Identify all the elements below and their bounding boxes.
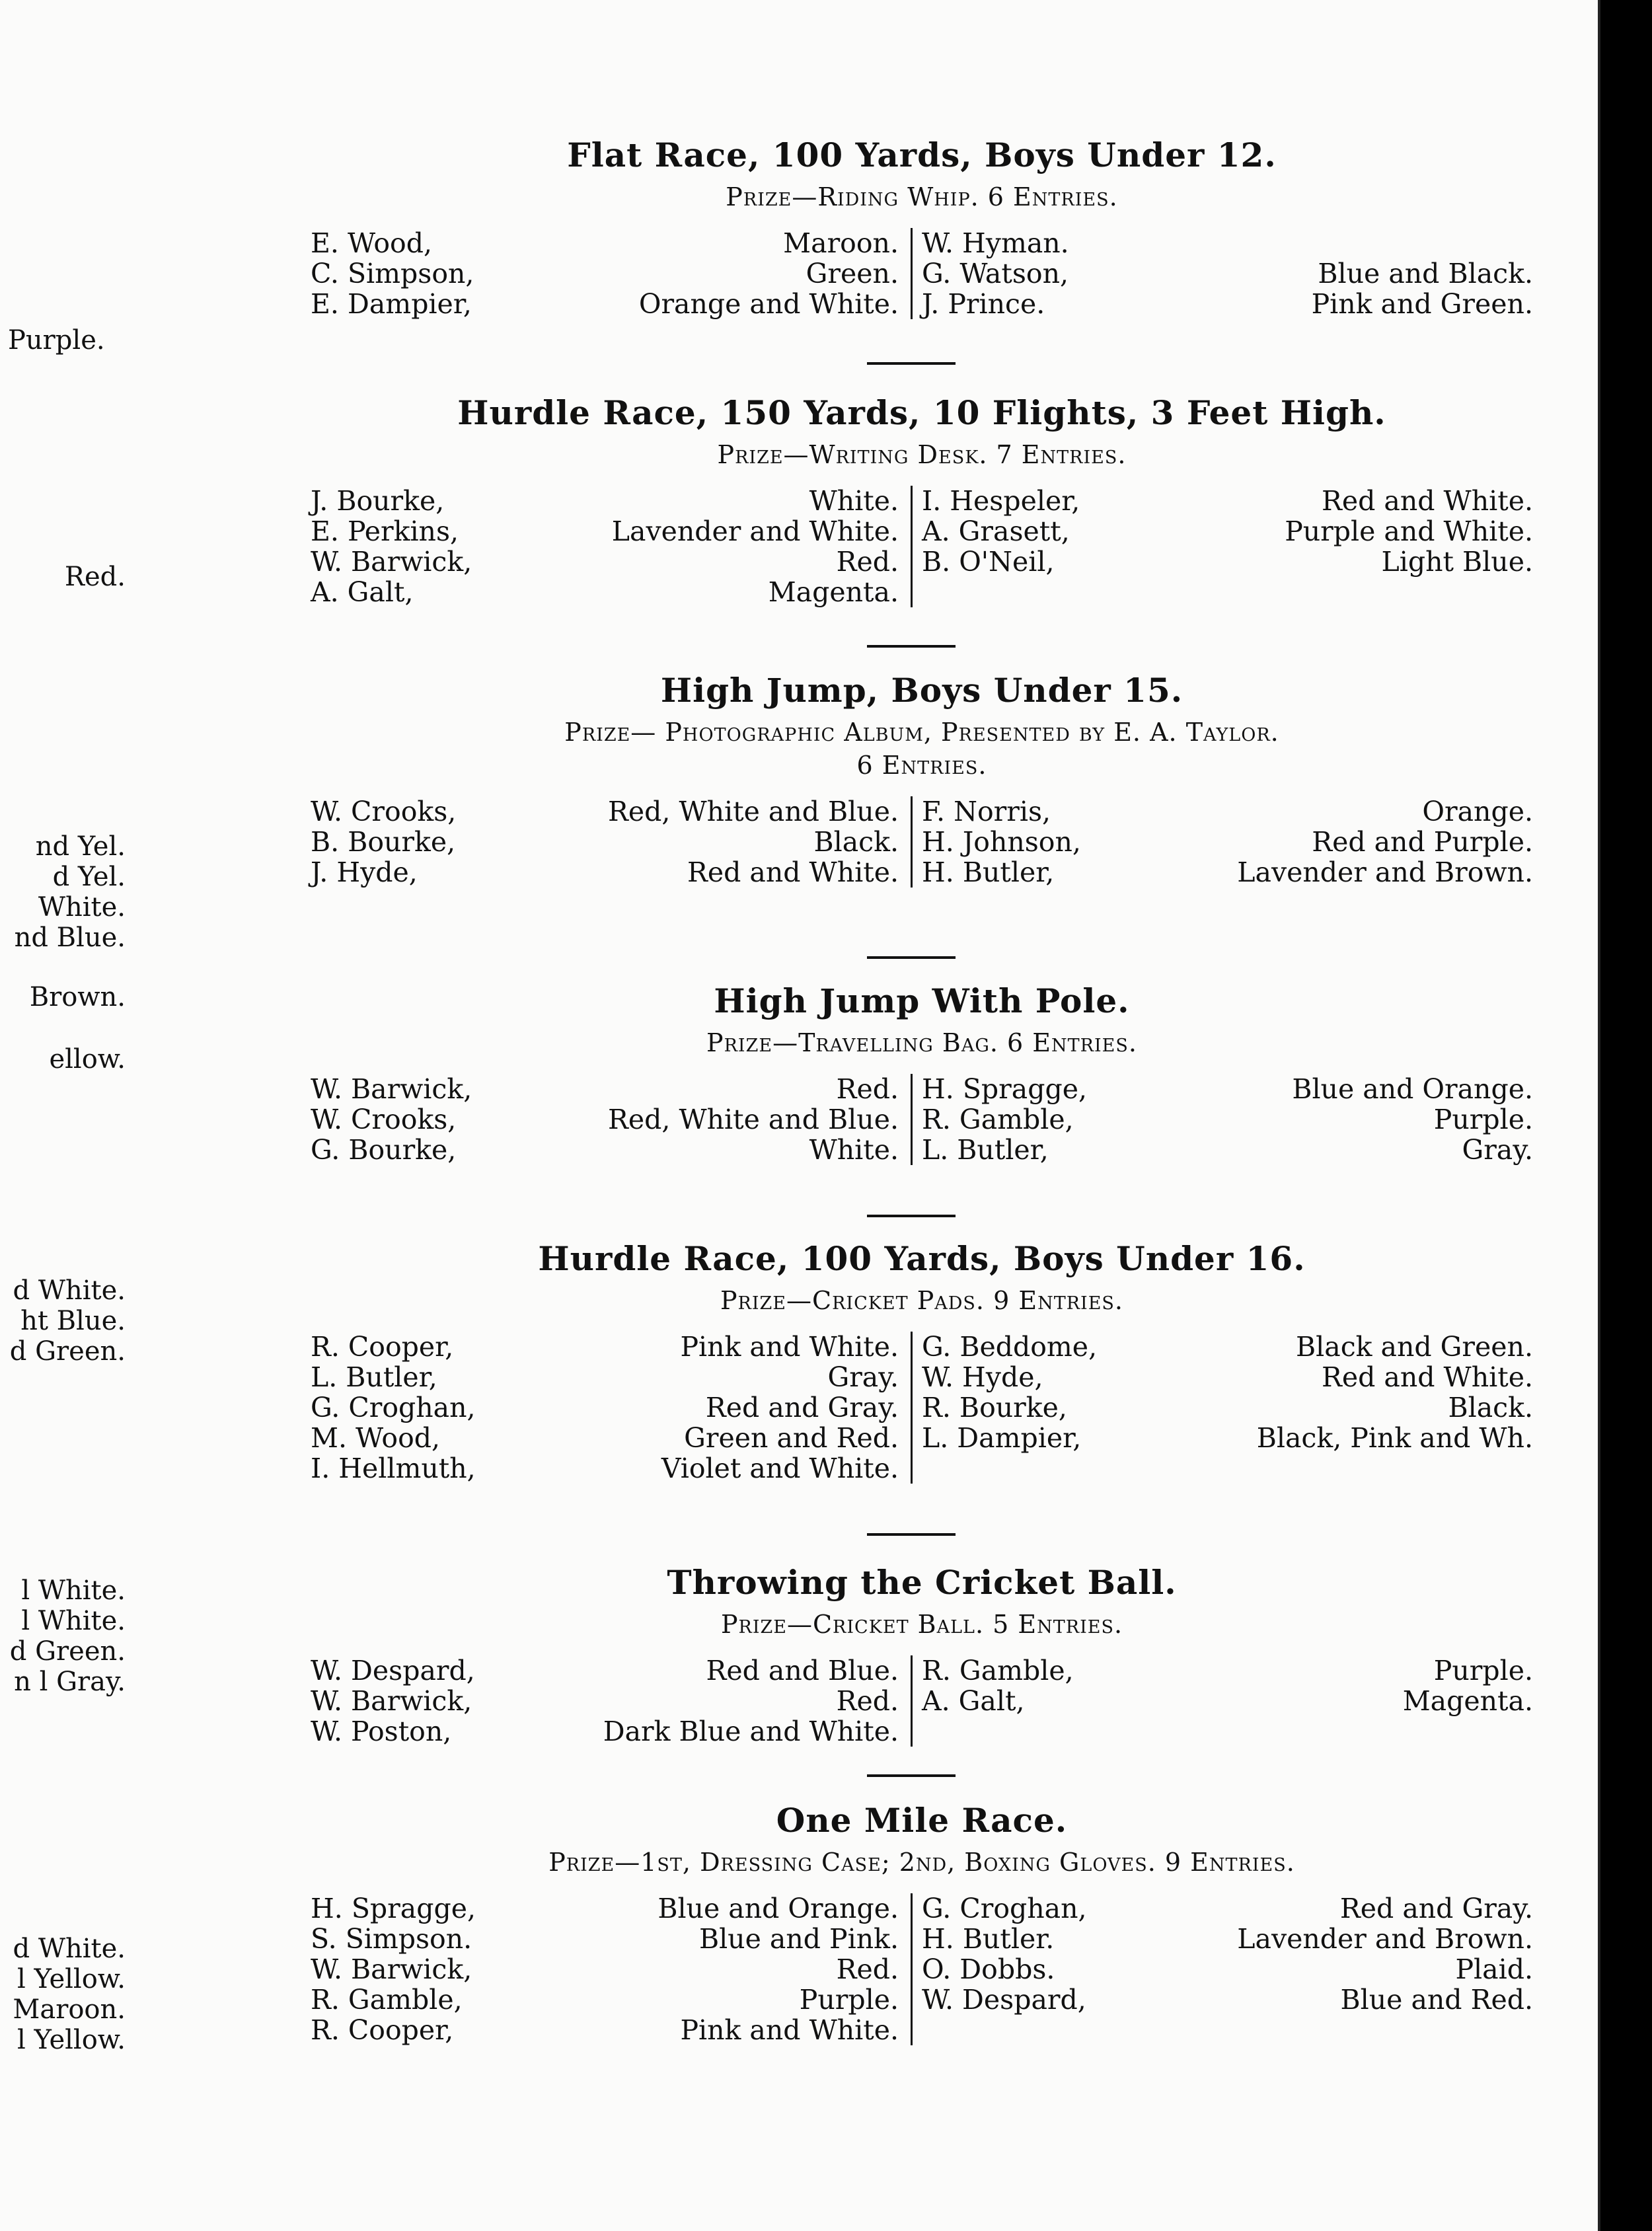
left-edge-fragment: d White. [13,1275,126,1306]
entry-row [311,486,899,516]
event-section [311,1239,1533,1484]
entrant-name: L. Dampier, [922,1422,1082,1454]
entrant-name: J. Bourke, [311,485,445,517]
entrant-name: R. Gamble, [922,1104,1074,1135]
entrant-colours: Red. [836,1073,899,1105]
entrant-colours: Red and White. [1322,1361,1533,1393]
entries-column-right [922,1332,1533,1453]
entrant-colours: Red. [836,546,899,578]
entrant-name: J. Prince. [922,288,1045,320]
event-title: Throwing the Cricket Ball. [667,1563,1177,1602]
entrant-name: J. Hyde, [311,856,418,888]
entrant-colours: Pink and White. [680,2014,899,2046]
entries-table [311,1655,1533,1747]
entry-row [922,1074,1533,1104]
entrant-colours: Orange. [1422,796,1533,827]
entries-column-right [922,486,1533,577]
entrant-colours: Violet and White. [661,1453,899,1484]
entries-column-right [922,228,1533,319]
entrant-name: G. Croghan, [922,1893,1087,1924]
entrant-colours: Red and Gray. [705,1392,899,1423]
entries-table [311,1893,1533,2045]
entrant-colours: Plaid. [1455,1953,1533,1985]
left-edge-fragment: ht Blue. [20,1306,126,1336]
entrant-colours: Maroon. [783,227,899,259]
entries-column-right [922,796,1533,888]
event-prize: Prize—Cricket Pads. 9 Entries. [720,1286,1123,1315]
entrant-colours: Magenta. [768,576,899,608]
entrant-name: H. Butler, [922,856,1055,888]
entrant-name: G. Beddome, [922,1331,1098,1363]
entrant-colours: Blue and Pink. [698,1923,899,1955]
entrant-name: W. Barwick, [311,1953,472,1985]
event-section [311,981,1533,1165]
entrant-name: W. Poston, [311,1716,452,1747]
entrant-name: I. Hellmuth, [311,1453,476,1484]
entry-row [922,1924,1533,1954]
entrant-name: R. Gamble, [311,1984,463,2016]
entry-row [311,2015,899,2045]
entrant-colours: Blue and Orange. [657,1893,899,1924]
entry-row [922,1135,1533,1165]
event-prize: Prize—Cricket Ball. 5 Entries. [720,1610,1123,1639]
entry-row [922,1423,1533,1453]
entry-row [922,289,1533,319]
entrant-colours: Red. [836,1685,899,1717]
event-prize: Prize—Writing Desk. 7 Entries. [717,440,1127,469]
entrant-name: A. Grasett, [922,515,1070,547]
entry-row [311,1074,899,1104]
event-prize: Prize— Photographic Album, Presented by E. A. Taylor. [564,718,1279,747]
left-edge-fragment: Maroon. [13,1994,126,2025]
left-edge-fragment: l White. [21,1606,126,1636]
entrant-colours: Black. [1448,1392,1533,1423]
entry-row [922,1893,1533,1924]
left-edge-fragment: Brown. [29,982,126,1012]
entrant-name: O. Dobbs. [922,1953,1055,1985]
event-prize: Prize—Travelling Bag. 6 Entries. [706,1028,1137,1057]
entrant-colours: Blue and Red. [1340,1984,1533,2016]
entrant-name: W. Crooks, [311,1104,457,1135]
entry-row [311,547,899,577]
left-edge-fragment: d White. [13,1934,126,1964]
entrant-name: B. Bourke, [311,826,456,858]
entries-column-left [311,796,913,888]
entrant-name: E. Dampier, [311,288,472,320]
entry-row [311,228,899,258]
entrant-colours: Green and Red. [684,1422,899,1454]
entrant-colours: Black and Green. [1296,1331,1533,1363]
event-section [311,671,1533,888]
entrant-colours: Gray. [827,1361,899,1393]
entries-column-left [311,1655,913,1747]
entrant-name: E. Wood, [311,227,432,259]
entrant-colours: Pink and Green. [1311,288,1533,320]
entrant-colours: Gray. [1462,1134,1533,1166]
entry-row [311,1686,899,1716]
entrant-name: I. Hespeler, [922,485,1080,517]
entrant-name: W. Hyde, [922,1361,1043,1393]
entrant-name: E. Perkins, [311,515,459,547]
entries-table [311,1074,1533,1165]
entry-row [311,1332,899,1362]
entrant-colours: Pink and White. [680,1331,899,1363]
entrant-name: W. Barwick, [311,1073,472,1105]
event-section [311,1801,1533,2045]
event-prize: Prize—Riding Whip. 6 Entries. [726,182,1118,211]
entrant-name: A. Galt, [922,1685,1025,1717]
entry-row [311,577,899,607]
entry-row [922,796,1533,827]
left-edge-fragment: Purple. [8,325,105,356]
event-title: High Jump With Pole. [714,981,1130,1020]
event-title: High Jump, Boys Under 15. [660,671,1183,710]
left-edge-fragment: ellow. [49,1044,126,1075]
left-edge-fragment: d Yel. [52,862,126,892]
entries-column-right [922,1074,1533,1165]
entry-row [922,1985,1533,2015]
entrant-colours: Red, White and Blue. [608,796,899,827]
entry-row [311,1893,899,1924]
entrant-name: S. Simpson. [311,1923,472,1955]
entrant-colours: Red. [836,1953,899,1985]
entry-row [311,1655,899,1686]
entrant-colours: Black. [813,826,899,858]
section-divider-rule [867,362,956,365]
entry-row [311,516,899,547]
entry-row [311,258,899,289]
entrant-colours: Black, Pink and Wh. [1256,1422,1533,1454]
left-edge-fragment: d Green. [9,1636,126,1667]
entrant-colours: Light Blue. [1381,546,1533,578]
left-edge-fragment: nd Blue. [14,923,126,953]
entries-column-left [311,486,913,607]
event-section [311,135,1533,319]
entries-table [311,486,1533,607]
entry-row [922,1332,1533,1362]
event-prize: Prize—1st, Dressing Case; 2nd, Boxing Gloves. 9 Entries. [548,1848,1295,1877]
entry-row [922,516,1533,547]
entrant-name: H. Spragge, [922,1073,1087,1105]
left-edge-fragment: l Yellow. [17,1964,126,1994]
entry-row [311,1985,899,2015]
entrant-name: R. Gamble, [922,1655,1074,1686]
entrant-name: F. Norris, [922,796,1051,827]
entrant-name: L. Butler, [311,1361,437,1393]
event-section [311,1563,1533,1747]
entry-row [311,827,899,857]
entry-row [922,857,1533,888]
section-divider-rule [867,1533,956,1536]
entrant-colours: Red, White and Blue. [608,1104,899,1135]
entrant-name: G. Croghan, [311,1392,476,1423]
left-edge-fragment: nd Yel. [35,831,126,862]
entry-row [311,1954,899,1985]
entrant-colours: Blue and Orange. [1292,1073,1533,1105]
entries-column-left [311,1074,913,1165]
entrant-name: A. Galt, [311,576,414,608]
entrant-name: W. Hyman. [922,227,1069,259]
entrant-name: H. Butler. [922,1923,1055,1955]
entry-row [922,1392,1533,1423]
entrant-name: G. Bourke, [311,1134,457,1166]
entrant-name: W. Barwick, [311,546,472,578]
entry-row [922,228,1533,258]
entries-table [311,228,1533,319]
left-edge-fragment: d Green. [9,1336,126,1367]
entrant-name: W. Despard, [922,1984,1086,2016]
entry-row [311,1392,899,1423]
entrant-colours: Red and White. [687,856,899,888]
entries-column-left [311,228,913,319]
entrant-name: G. Watson, [922,258,1069,289]
entries-column-left [311,1332,913,1484]
entrant-name: R. Bourke, [922,1392,1067,1423]
entry-row [311,1362,899,1392]
entry-row [311,1423,899,1453]
entry-row [311,1135,899,1165]
entry-row [922,1686,1533,1716]
entrant-colours: White. [809,485,899,517]
entrant-colours: Lavender and Brown. [1237,856,1533,888]
entry-row [922,1104,1533,1135]
section-divider-rule [867,1774,956,1777]
entry-row [311,857,899,888]
event-title: Hurdle Race, 150 Yards, 10 Flights, 3 Feet High. [457,393,1386,432]
event-title: One Mile Race. [776,1801,1068,1840]
left-page-edge-fragments [0,0,126,2231]
entry-row [311,1716,899,1747]
entrant-colours: Red and Purple. [1312,826,1533,858]
entry-row [922,1362,1533,1392]
entries-column-right [922,1655,1533,1716]
entrant-colours: Purple. [799,1984,899,2016]
section-divider-rule [867,645,956,648]
entry-row [922,258,1533,289]
entry-row [311,1924,899,1954]
entrant-colours: Red and White. [1322,485,1533,517]
entry-row [311,289,899,319]
entrant-colours: Orange and White. [638,288,899,320]
entrant-name: C. Simpson, [311,258,474,289]
entrant-colours: Dark Blue and White. [603,1716,899,1747]
entrant-colours: Red and Blue. [706,1655,899,1686]
entrant-name: M. Wood, [311,1422,441,1454]
section-divider-rule [867,956,956,959]
entrant-colours: Lavender and White. [611,515,899,547]
event-title: Hurdle Race, 100 Yards, Boys Under 16. [538,1239,1306,1278]
entrant-colours: Green. [806,258,899,289]
entrant-name: B. O'Neil, [922,546,1055,578]
entrant-colours: Purple. [1433,1104,1533,1135]
entrant-name: W. Crooks, [311,796,457,827]
entrant-colours: Lavender and Brown. [1237,1923,1533,1955]
entrant-colours: Red and Gray. [1339,1893,1533,1924]
entry-row [922,827,1533,857]
entrant-name: H. Johnson, [922,826,1081,858]
entry-row [922,1954,1533,1985]
event-entry-count: 6 Entries. [856,751,987,780]
entry-row [922,547,1533,577]
entry-row [922,486,1533,516]
left-edge-fragment: White. [38,892,126,923]
entries-column-right [922,1893,1533,2015]
entrant-name: R. Cooper, [311,1331,454,1363]
entries-table [311,1332,1533,1484]
event-section [311,393,1533,607]
left-edge-fragment: l Yellow. [17,2025,126,2055]
entrant-name: W. Despard, [311,1655,475,1686]
entrant-colours: White. [809,1134,899,1166]
entry-row [922,1655,1533,1686]
entrant-name: W. Barwick, [311,1685,472,1717]
event-title: Flat Race, 100 Yards, Boys Under 12. [567,135,1277,174]
entry-row [311,1453,899,1484]
section-divider-rule [867,1215,956,1217]
entrant-colours: Purple and White. [1285,515,1533,547]
entries-column-left [311,1893,913,2045]
entrant-colours: Magenta. [1402,1685,1533,1717]
entrant-name: L. Butler, [922,1134,1049,1166]
entry-row [311,1104,899,1135]
entry-row [311,796,899,827]
left-edge-fragment: Red. [64,562,126,592]
entrant-colours: Purple. [1433,1655,1533,1686]
entrant-name: R. Cooper, [311,2014,454,2046]
entrant-colours: Blue and Black. [1318,258,1533,289]
left-edge-fragment: n l Gray. [14,1667,126,1697]
left-edge-fragment: l White. [21,1575,126,1606]
entrant-name: H. Spragge, [311,1893,476,1924]
entries-table [311,796,1533,888]
